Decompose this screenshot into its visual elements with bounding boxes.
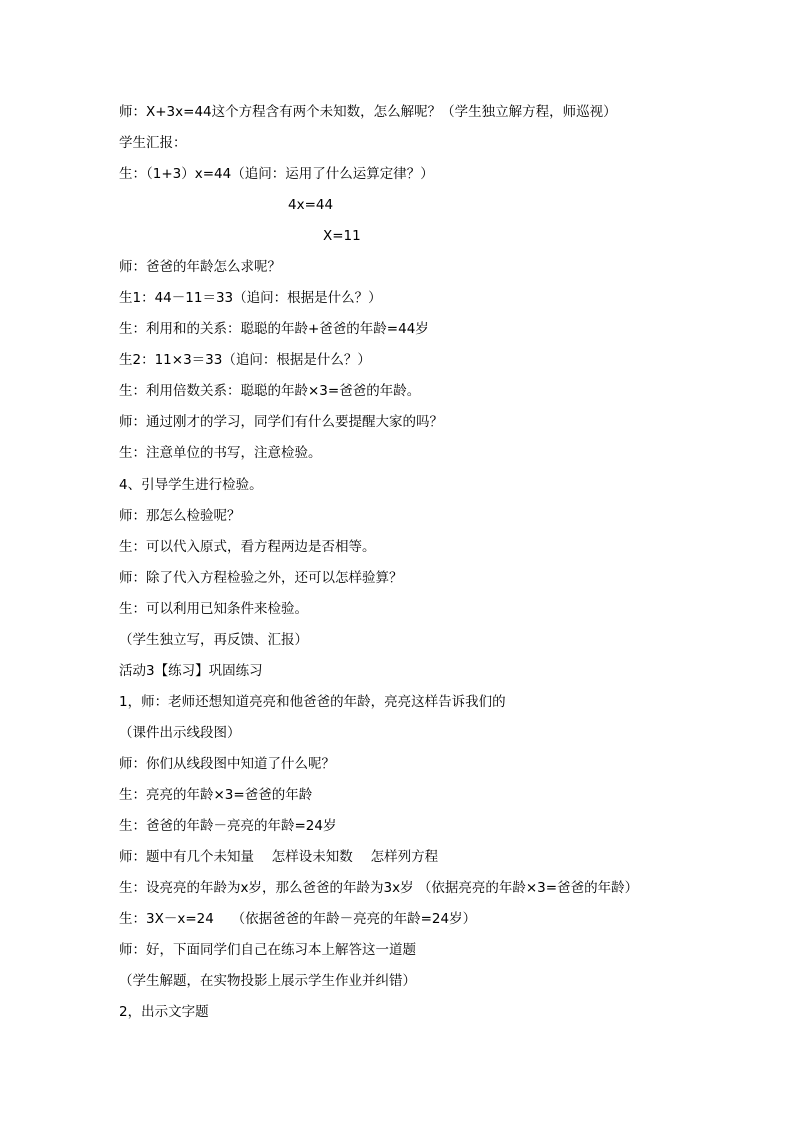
text-line: （课件出示线段图） (119, 725, 241, 741)
text-line: 生：可以利用已知条件来检验。 (119, 601, 308, 617)
text-line: 学生汇报： (119, 135, 187, 151)
text-line: 生1：44－11＝33（追问：根据是什么？） (119, 290, 382, 306)
text-line: 师：那怎么检验呢？ (119, 508, 241, 524)
text-line: 生：利用倍数关系：聪聪的年龄×3=爸爸的年龄。 (119, 383, 421, 399)
text-line: 4x=44 (288, 197, 334, 213)
text-line: 师：你们从线段图中知道了什么呢？ (119, 756, 335, 772)
text-line: 生：亮亮的年龄×3=爸爸的年龄 (119, 787, 313, 803)
text-line: 师：除了代入方程检验之外，还可以怎样验算？ (119, 570, 403, 586)
text-line: 生：爸爸的年龄－亮亮的年龄=24岁 (119, 818, 337, 834)
text-line: X=11 (323, 228, 361, 244)
text-line: （学生独立写，再反馈、汇报） (119, 632, 308, 648)
text-line: 生：3X－x=24 （依据爸爸的年龄－亮亮的年龄=24岁） (119, 911, 477, 927)
text-line: 2，出示文字题 (119, 1004, 209, 1020)
text-line: 师：爸爸的年龄怎么求呢？ (119, 259, 281, 275)
text-line: 师：题中有几个未知量 怎样设未知数 怎样列方程 (119, 849, 439, 865)
text-line: 生：设亮亮的年龄为x岁，那么爸爸的年龄为3x岁 （依据亮亮的年龄×3=爸爸的年龄） (119, 880, 639, 896)
text-line: 师：好，下面同学们自己在练习本上解答这一道题 (119, 942, 416, 958)
text-line: 4、引导学生进行检验。 (119, 477, 263, 493)
text-line: 生：利用和的关系：聪聪的年龄+爸爸的年龄=44岁 (119, 321, 429, 337)
text-line: 活动3【练习】巩固练习 (119, 663, 263, 679)
text-line: （学生解题，在实物投影上展示学生作业并纠错） (119, 973, 416, 989)
text-line: 师：通过刚才的学习，同学们有什么要提醒大家的吗？ (119, 414, 443, 430)
text-line: 生2：11×3＝33（追问：根据是什么？） (119, 352, 371, 368)
text-line: 生：（1+3）x=44（追问：运用了什么运算定律？） (119, 166, 434, 182)
text-line: 生：注意单位的书写，注意检验。 (119, 445, 322, 461)
text-line: 生：可以代入原式，看方程两边是否相等。 (119, 539, 376, 555)
text-line: 1，师：老师还想知道亮亮和他爸爸的年龄，亮亮这样告诉我们的 (119, 694, 506, 710)
text-line: 师：X+3x=44这个方程含有两个未知数，怎么解呢？（学生独立解方程，师巡视） (119, 104, 617, 120)
